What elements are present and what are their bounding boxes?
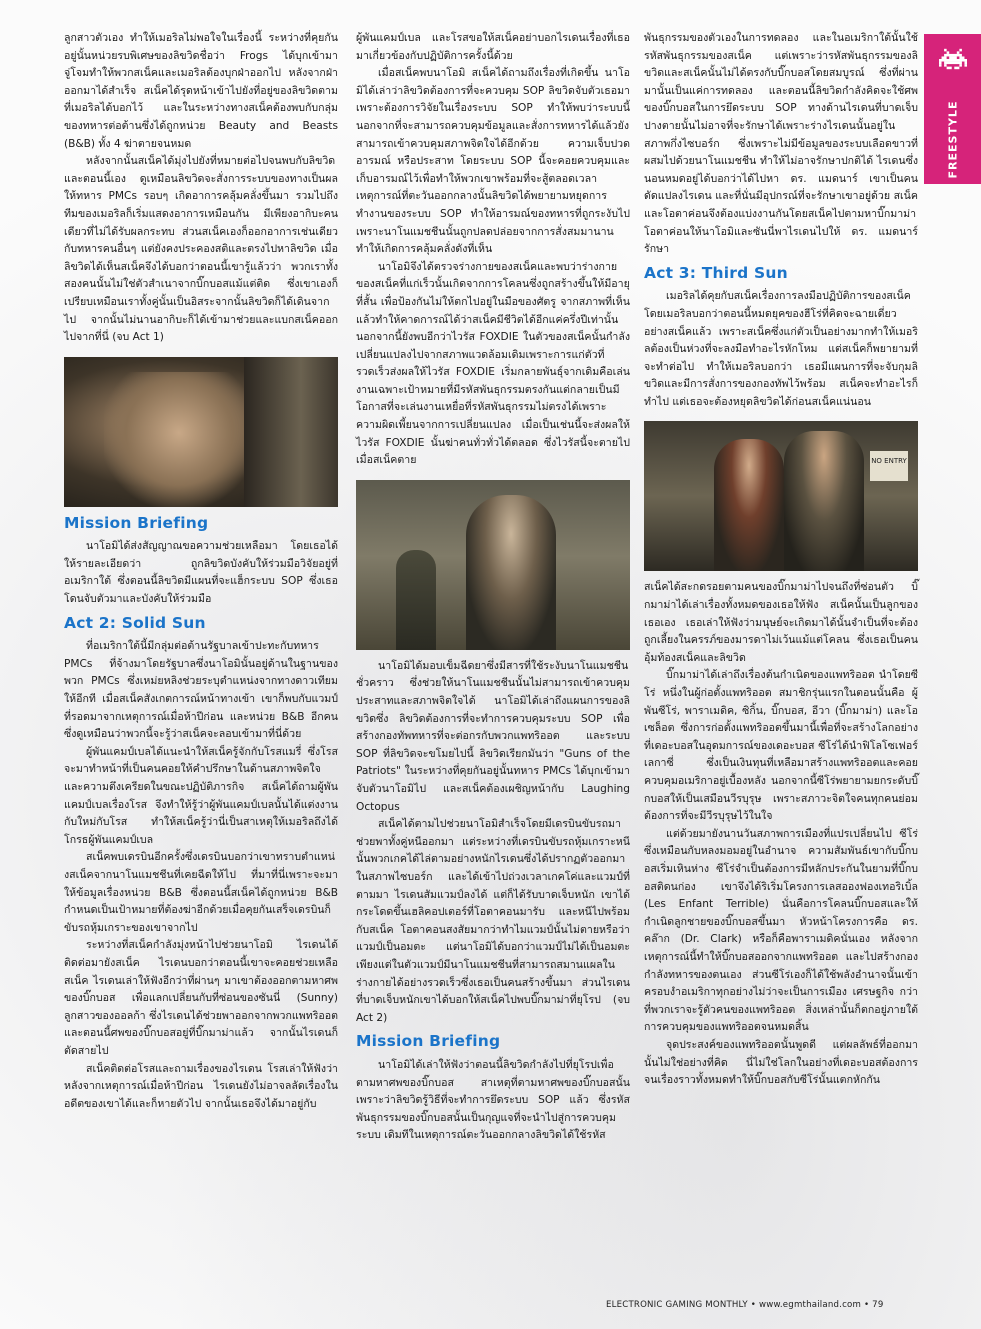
paragraph: บิ๊กมาม่าได้เล่าถึงเรื่องต้นกำเนิดของแพทริออต นำโดยซีโร่ หนึ่งในผู้ก่อตั้งแพทริออต สมาชิกรุ่นแรกในตอนนั้นคือ ผู้พันซีโร่, พาราเมดิค, ซิกิ้น, บิ๊กบอส, อีวา (บิ๊กมาม่า) และโอเซล็อต ซึ่งการก่อตั้งแพทริออตขึ้นมานี้เพื่อที่จะสร้างโลกอย่างที่เดอะบอสในอุดมการณ์ของเดอะบอส ซีโร่ได้นำฟิโลโซเฟอร์เลกาซี่ ซึ่งเป็นเงินทุนที่เหลือมาสร้างแพทริออตและคอยควบคุมอเมริกาอยู่เบื้องหลัง นอกจากนี้ซีโร่พยายามยกระดับบิ๊กบอสให้เป็นเสมือนวีรบุรุษ เพราะสภาวะจิตใจคนทุกคนย่อมต้องการที่จะมีวีรบุรุษไว้ในใจ: [644, 669, 918, 823]
paragraph: สเน็คได้สะกดรอยตามคนของบิ๊กมาม่าไปจนถึงที่ซ่อนตัว บิ๊กมาม่าได้เล่าเรื่องทั้งหมดของเธอให้ฟัง สเน็คนั้นเป็นลูกของเธอเอง เธอเล่าให้ฟังว่ามนุษย์จะเกิดมาได้นั้นจำเป็นที่จะต้องถูกเลี้ยงในครรภ์ของมารดาไม่เว้นแม้แต่โคลน ซึ่งเธอเป็นคนอุ้มท้องสเน็คและลิขวิด: [644, 581, 918, 664]
character-soldier: [396, 550, 436, 650]
character-face: [104, 372, 254, 507]
character-hair: [244, 357, 338, 507]
paragraph: สเน็คได้ตามไปช่วยนาโอมิสำเร็จโดยมีเดรบินขับรถมาช่วยพาทั้งคู่หนีออกมา แต่ระหว่างที่เดรบินขับรถหุ้มเกราะหนีนั้นพวกเกคได้ไล่ตามอย่างหนักไรเดนซึ่งได้ปรากฏตัวออกมาในสภาพไซบอร์ก และได้เข้าไปถ่วงเวลาเกคโค่และแวมป์ที่ตามมา ไรเดนสัมแวมป์ลงได้ แต่ก็ได้รับบาดเจ็บหนัก เขาได้กระโดดขึ้นเฮลิคอปเตอร์ที่โอตาคอนมารับ และหนีไปพร้อมกับสเน็ค โอตาคอนสงสัยมากว่าทำไมแวมป์นั้นไม่ตายหรือว่าแวมป์เป็นอมตะ แต่นาโอมิได้บอกว่าแวมป์ไม่ได้เป็นอมตะ เพียงแต่ในตัวแวมป์มีนาโนแมชชีนที่สามารถสมานแผลในร่างกายได้อย่างรวดเร็วซึ่งเธอเป็นคนสร้างขึ้นมา ส่วนไรเดนที่บาดเจ็บหนักเขาได้บอกให้สเน็คไปพบบิ๊กมาม่าที่ยุโรป (จบ Act 2): [356, 818, 630, 1024]
screenshot-old-snake: [64, 357, 338, 507]
paragraph: แต่ด้วยมายังนานวันสภาพการเมืองที่แปรเปลี่ยนไป ซีโร่ซึ่งเหมือนกับหลงมอมอยู่ในอำนาจ ความสัมพันธ์เขากับบิ๊กบอสเริ่มเหินห่าง ซีโร่จำเป็นต้องการมีหลักประกันในยามที่บิ๊กบอสติดนก่อง เขาจึงได้ริเริ่มโครงการเลสอองฟองเทอริเบิ้ล (Les Enfant Terrible) นั่นคือการโคลนบิ๊กบอสและให้กำเนิดลูกชายของบิ๊กบอสขึ้นมา หัวหน้าโครงการคือ ดร. คล๊าก (Dr. Clark) หรือก็คือพาราเมดิคนั่นเอง หลังจากเหตุการณ์นี้ทำให้บิ๊กบอสออกจากแพทริออต และไปสร้างกองกำลังทหารของตนเอง ส่วนซีโร่เองก็ได้ใช้พลังอำนาจนั้นเข้าครอบงำอเมริกาทุกอย่างไม่ว่าจะเป็นการเมือง เศรษฐกิจ กว่าที่พวกเราจะรู้ตัวคนของแพทริออต สิ่งเหล่านั้นก็ตกอยู่ภายใต้การควบคุมของแพทริออตจนหมดสิ้น: [644, 827, 918, 1034]
section-tab: [924, 34, 981, 184]
screenshot-naomi: [356, 480, 630, 650]
paragraph: ระหว่างที่สเน็คกำลังมุ่งหน้าไปช่วยนาโอมิ ไรเดนได้ติดต่อมายังสเน็ค ไรเดนบอกว่าตอนนี้เขาจะคอยช่วยเหลือสเน็ค ไรเดนเล่าให้ฟังอีกว่าที่ผ่านๆ มาเขาต้องออกตามหาศพของบิ๊กบอส เพื่อแลกเปลี่ยนกับที่ซ่อนของซันนี่ (Sunny) ลูกสาวของออลก้า ซึ่งไรเดนได้ช่วยพาออกจากพวกแพทริออต และตอนนี้ศพของบิ๊กบอสอยู่ที่บิ๊กมาม่าแล้ว จากนั้นไรเดนก็ตัดสายไป: [64, 939, 338, 1057]
paragraph: พันธุกรรมของตัวเองในการทดลอง และในอเมริกาใต้นั้นใช้รหัสพันธุกรรมของสเน็ค แต่เพราะว่ารหัสพันธุกรรมของลิขวิดและสเน็คนั้นไม่ได้ตรงกับบิ๊กบอสโดยสมบูรณ์ ซึ่งที่ผ่านมานั้นเป็นแค่การทดลอง และตอนนี้ลิขวิดกำลังคิดจะใช้ศพของบิ๊กบอสในการยึดระบบ SOP ทางด้านไรเดนที่บาดเจ็บปางตายนั้นไม่อาจที่จะรักษาได้เพราะร่างไรเดนนั้นอยู่ในสภาพกึ่งไซบอร์ก ซึ่งเพราะไม่มีข้อมูลของระบบเลือดขาวที่ผสมไปด้วยนาโนแมชชีน ทำให้ไม่อาจรักษาปกติได้ ไรเดนซึ่งนอนหมดอยู่ได้บอกว่าได้ไปหา ดร. แมดนาร์ เขาเป็นคนดัดแปลงไรเดน และที่นั่นมีอุปกรณ์ที่จะรักษาเขาอยู่ด้วย สเน็คและโอตาค่อนจึงต้องแบ่งงานกันโดยสเน็คไปตามหาบิ๊กมาม่า โอตาค่อนให้นาโอมิและซันนี่พาไรเดนไปให้ ดร. แมดนาร์รักษา: [644, 32, 918, 256]
paragraph: จุดประสงค์ของแพทริออตนั้นพูดดี แต่ผลลัพธ์ที่ออกมานั้นไม่ใช่อย่างที่คิด นี่ไม่ใช่โลกในอย่างที่เดอะบอสต้องการ จนเรื่องราวทั้งหมดทำให้บิ๊กบอสกับซีโร่นั้นแตกหักกัน: [644, 1038, 918, 1087]
character-meryl: [714, 439, 784, 571]
paragraph: ผู้พันแคมป์เบลได้แนะนำให้สเน็ครู้จักกับโรสแมรี่ ซึ่งโรสจะมาทำหน้าที่เป็นคนคอยให้คำปรึกษาในด้านสภาพจิตใจและความตึงเครียดในขณะปฏิบัติภารกิจ สเน็คได้ถามผู้พันแคมป์เบลเรื่องโรส จึงทำให้รู้ว่าผู้พันแคมป์เบลนั้นได้แต่งงานกับใหม่กับโรส ทำให้สเน็ครู้ว่านี่เป็นสาเหตุให้เมอริลถึงได้โกรธผู้พันแคมป์เบล: [64, 745, 338, 846]
page-footer: ELECTRONIC GAMING MONTHLY • www.egmthailand.com • 79: [606, 1300, 884, 1310]
paragraph: สเน็คติดต่อโรสและถามเรื่องของไรเดน โรสเล่าให้ฟังว่าหลังจากเหตุการณ์เมื่อห้าปีก่อน ไรเดนยังไม่อาจลลัดเรื่องในอดีตของเขาได้และก็หายตัวไป จากนั้นเธอจึงได้มาอยู่กับ: [64, 1062, 338, 1110]
column-1: [64, 30, 338, 1113]
character-snake: [784, 431, 864, 571]
section-heading-mission-briefing-2: Mission Briefing: [356, 1032, 501, 1051]
section-tab-label: FREESTYLE: [946, 100, 959, 178]
paragraph: ผู้พันแคมป์เบล และโรสขอให้สเน็คอย่าบอกไรเดนเรื่องที่เธอมาเกี่ยวข้องกับปฏิบัติการครั้งนี้ด้วย: [356, 32, 630, 62]
section-heading-act-2: Act 2: Solid Sun: [64, 613, 206, 632]
section-heading-mission-briefing: Mission Briefing: [64, 513, 209, 532]
screenshot-meryl-snake: [644, 421, 918, 571]
paragraph: นาโอมิได้ส่งสัญญาณขอความช่วยเหลือมา โดยเธอได้ให้รายละเอียดว่า ถูกลิขวิดบังคับให้ร่วมมือวิจัยอยู่ที่อเมริกาใต้ ซึ่งตอนนี้ลิขวิดมีแผนที่จะแฮ็กระบบ SOP ซึ่งเธอโดนจับตัวมาและบังคับให้ร่วมมือ: [64, 540, 338, 606]
section-heading-act-3: Act 3: Third Sun: [644, 263, 788, 282]
paragraph: ที่อเมริกาใต้นี้มีกลุ่มต่อต้านรัฐบาลเข้าปะทะกับทหาร PMCs ที่จ้างมาโดยรัฐบาลซึ่งนาโอมินั้นอยู่ด้านในฐานของพวก PMCs ซึ่งเหม่ยหลิงช่วยระบุตำแหน่งจากทางดาวเทียมให้อีกที เมื่อสเน็คสังเกตการณ์หน้าทางเข้า เขาก็พบกับแวมป์ที่รอดมาจากเหตุการณ์เมื่อห้าปีก่อน และหน่วย B&B อีกคนซึ่งดูเหมือนว่าพวกนี้จะรู้ว่าสเน็คจะลอบเข้ามาที่นี่ด้วย: [64, 640, 338, 741]
wall-sign: NO ENTRY: [870, 451, 908, 481]
column-3: [644, 30, 918, 1090]
paragraph: สเน็คพบเดรบินอีกครั้งซึ่งเดรบินบอกว่าเขาทราบตำแหน่งสเน็คจากนาโนแมชชีนที่เคยฉีดให้ไป ที่มาที่นี่เพราะจะมาให้ข้อมูลเรื่องหน่วย B&B ซึ่งตอนนี้สเน็คได้ถูกหน่วย B&B กำหนดเป็นเป้าหมายที่ต้องฆ่าอีกด้วยเมื่อคุยกันเสร็จเดรบินก็ขับรถหุ้มเกราะของเขาจากไป: [64, 851, 338, 934]
paragraph: เมื่อสเน็คพบนาโอมิ สเน็คได้ถามถึงเรื่องที่เกิดขึ้น นาโอมิได้เล่าว่าลิขวิดต้องการที่จะควบคุม SOP ลิขวิดจับตัวเธอมาเพราะต้องการวิจัยในเรื่องระบบ SOP ทำให้พบว่าระบบนี้นอกจากที่จะสามารถควบคุมข้อมูลและสั่งการทหารได้แล้วยังสามารถเข้าควบคุมสภาพจิตใจได้อีกด้วย ความเจ็บปวด อารมณ์ หรือประสาท โดยระบบ SOP นี้จะคอยควบคุมและเก็บอารมณ์ไว้เพื่อทำให้พวกเขาพร้อมที่จะสู้ตลอดเวลา เหตุการณ์ที่ตะวันออกกลางนั้นลิขวิดได้พยายามหยุดการทำงานของระบบ SOP ทำให้อารมณ์ของทหารที่ถูกระงับไปเพราะนาโนแมชชีนนั้นถูกปลดปล่อยจากการสั่งสมมานาน ทำให้เกิดการคลุ้มคลั่งดังที่เห็น: [356, 67, 630, 256]
paragraph: นาโอมิจึงได้ตรวจร่างกายของสเน็คและพบว่าร่างกายของสเน็คที่แก่เร็วนั้นเกิดจากการโคลนซึ่งถูกสร้างขึ้นให้มีอายุที่สั้น เพื่อป้องกันไม่ให้ตกไปอยู่ในมือของศัตรู จากสภาพที่เห็นแล้วทำให้คาดการณ์ได้ว่าสเน็คมีชีวิตได้อีกแค่ครึ่งปีเท่านั้น นอกจากนี้ยังพบอีกว่าไวรัส FOXDIE ในตัวของสเน็คนั้นกำลังเปลี่ยนแปลงไปจากสภาพแวดล้อมเดิมเพราะการแก่ตัวที่รวดเร็วส่งผลให้ไวรัส FOXDIE เริ่มกลายพันธุ์จากเดิมคือเล่นงานเฉพาะเป้าหมายที่มีรหัสพันธุกรรมตรงกันแต่กลายเป็นมีโอกาสที่จะเล่นงานเหยื่อที่รหัสพันธุกรรมไม่ตรงได้เพราะความผิดเพี้ยนจากการเปลี่ยนแปลง เมื่อเป็นเช่นนี้จะส่งผลให้ไวรัส FOXDIE นั้นฆ่าคนทั่วทั่วได้ตลอด ซึ่งไวรัสนี้จะตายไปเมื่อสเน็คตาย: [356, 260, 630, 467]
paragraph: นาโอมิได้เล่าให้ฟังว่าตอนนี้ลิขวิดกำลังไปที่ยุโรปเพื่อตามหาศพของบิ๊กบอส สาเหตุที่ตามหาศพของบิ๊กบอสนั้นเพราะว่าลิขวิดรู้วิธีที่จะทำการยึดระบบ SOP แล้ว ซึ่งรหัสพันธุกรรมของบิ๊กบอสนั้นเป็นกุญแจที่จะนำไปสู่การควบคุมระบบ เดิมทีในเหตุการณ์ตะวันออกกลางลิขวิดได้ใช้รหัส: [356, 1058, 630, 1142]
paragraph: หลังจากนั้นสเน็คได้มุ่งไปยังที่หมายต่อไปจนพบกับลิขวิดและตอนนี้เอง ดูเหมือนลิขวิดจะสั่งการระบบของทางเป็นผลให้ทหาร PMCs รอบๆ เกิดอาการคลุ้มคลั่งขึ้นมา รวมไปถึงทีมของเมอริลก็เริ่มแสดงอาการเหมือนกัน มีเพียงอากิบะคนเดียวที่ไม่ได้รับผลกระทบ ส่วนสเน็คเองก็ออกอาการเช่นเดียวกับทหารคนอื่นๆ แต่ยังคงประคองสติและตรงไปหาลิขวิด เมื่อลิขวิดได้เห็นสเน็คจึงได้บอกว่าตอนนี้เขารู้แล้วว่า พวกเราทั้งสองคนนั้นไม่ใช่ตัวสำเนาจากบิ๊กบอสแม้แต่ติด ซึ่งเขาเองก็เปรียบเหมือนเราทั้งคู่นั้นเป็นอิสระจากนั้นลิขวิดก็ได้เดินจากไป จากนั้นไม่นานอากิบะก็ได้เข้ามาช่วยและแบกสเน็คออกไปจากที่นี่ (จบ Act 1): [64, 155, 338, 344]
paragraph: ลูกสาวตัวเอง ทำให้เมอริลไม่พอใจในเรื่องนี้ ระหว่างที่คุยกันอยู่นั้นหน่วยรบพิเศษของลิขวิดชื่อว่า Frogs ได้บุกเข้ามาจู่โจมทำให้พวกสเน็คและเมอริลต้องบุกฝ่าออกไป หลังจากฝ่าออกมาได้สำเร็จ สเน็คได้รุดหน้าเข้าไปยังที่อยู่ของลิขวิดตามที่เมอริลได้บอกไว้ และในระหว่างทางสเน็คต้องพบกับกลุ่มของทหารต่อต้านซึ่งได้ถูกหน่วย Beauty and Beasts (B&B) ทั้ง 4 ฆ่าตายจนหมด: [64, 32, 338, 150]
paragraph: เมอริลได้คุยกับสเน็คเรื่องการลงมือปฏิบัติการของสเน็คโดยเมอริลบอกว่าตอนนี้หมดยุคของฮีโร่ที่คิดจะฉายเดี่ยวอย่างสเน็คแล้ว เพราะสเน็คซึ่งแก่ตัวเป็นอย่างมากทำให้เมอริลต้องเป็นห่วงที่จะลงมือทำอะไรหักโหม แต่สเน็คก็พยายามที่จะทำต่อไป ทำให้เมอริลบอกว่า เธอมีแผนการที่จะจับกุมลิขวิดและมีการสั่งการของกองทัพไว้พร้อม สเน็คจะทำอะไรก็ทำไป แต่เธอจะต้องหยุดลิขวิดได้ก่อนสเน็คแน่นอน: [644, 290, 918, 408]
space-invader-icon: [939, 48, 967, 70]
column-2: [356, 30, 630, 1145]
paragraph: นาโอมิได้มอบเข็มฉีดยาซึ่งมีสารที่ใช้ระงับนาโนแมชชีนชั่วคราว ซึ่งช่วยให้นาโนแมชชีนนั้นไม่สามารถเข้าควบคุมประสาทและสภาพจิตใจได้ นาโอมิได้เล่าถึงแผนการของลิขวิดซึ่ง ลิขวิดต้องการที่จะทำการควบคุมระบบ SOP เพื่อสร้างกองทัพทหารที่จะต่อกรกับพวกแพทริออต และระบบ SOP ที่ลิขวิดจะขโมยไปนี้ ลิขวิดเรียกมันว่า "Guns of the Patriots" ในระหว่างที่คุยกันอยู่นั้นทหาร PMCs ได้บุกเข้ามาจับตัวนาโอมิไป และสเน็คต้องเผชิญหน้ากับ Laughing Octopus: [356, 659, 630, 813]
character-naomi: [466, 495, 556, 650]
